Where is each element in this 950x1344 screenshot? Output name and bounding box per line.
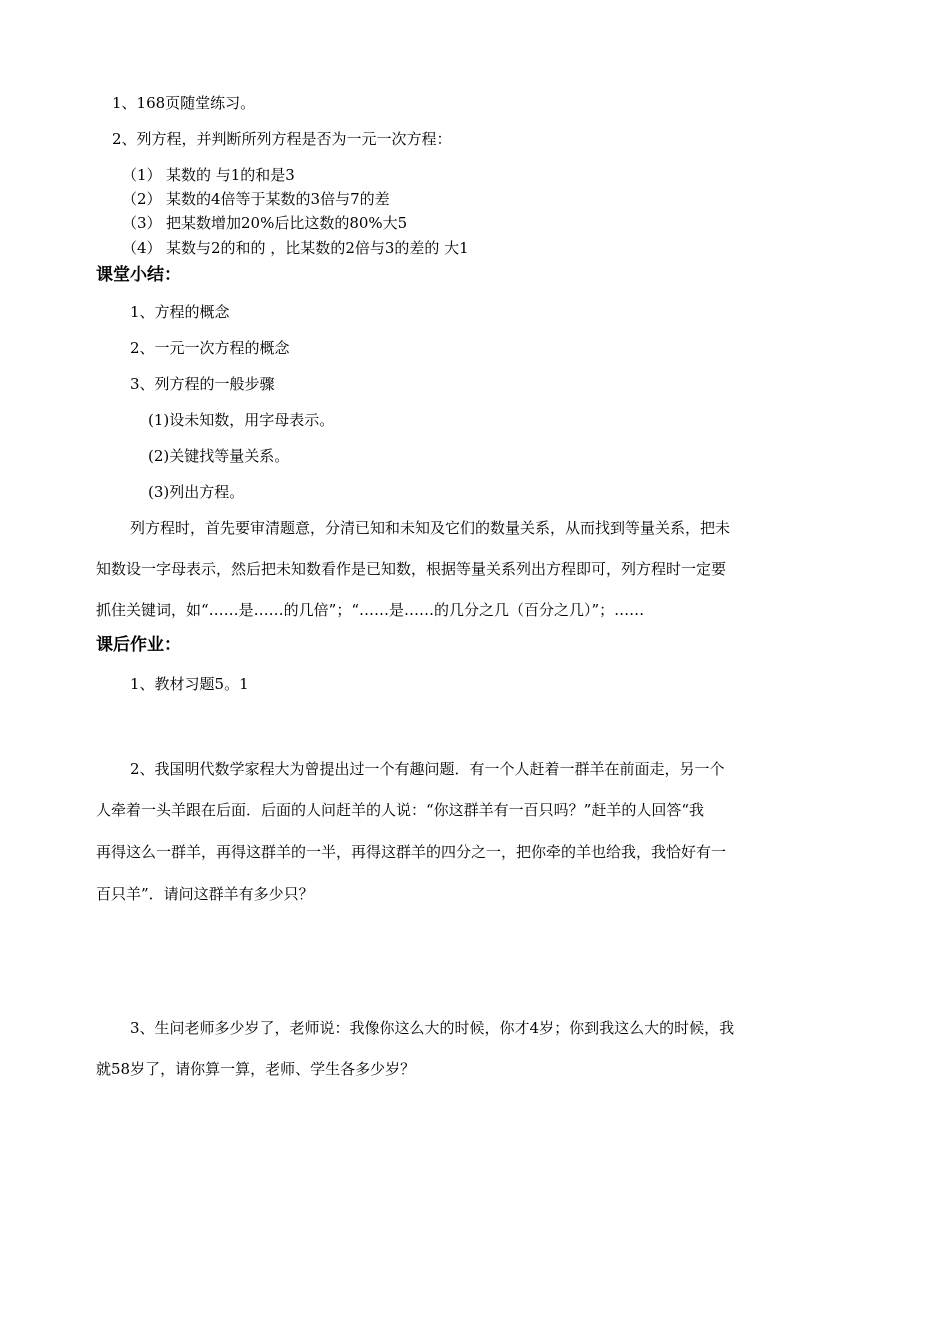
practice-item-1: 1、168页随堂练习。	[112, 94, 256, 112]
subitem-number: （4）	[122, 239, 162, 257]
summary-item: 3、列方程的一般步骤	[130, 375, 275, 393]
homework-item-1: 1、教材习题5。1	[130, 675, 249, 693]
summary-item: 2、一元一次方程的概念	[130, 339, 290, 357]
summary-step: (2)关键找等量关系。	[148, 447, 290, 465]
homework-item-2-line: 再得这么一群羊，再得这群羊的一半，再得这群羊的四分之一，把你牵的羊也给我，我恰好有一	[96, 843, 727, 861]
homework-item-3-line: 就58岁了，请你算一算，老师、学生各多少岁？	[96, 1060, 416, 1078]
summary-step: (3)列出方程。	[148, 483, 245, 501]
homework-item-2-line: 2、我国明代数学家程大为曾提出过一个有趣问题．有一个人赶着一群羊在前面走，另一个	[130, 760, 725, 778]
homework-item-2-line: 百只羊”．请问这群羊有多少只？	[96, 885, 314, 903]
subitem-text: 某数与2的和的 ，比某数的2倍与3的差的 大1	[166, 239, 469, 257]
summary-item: 1、方程的概念	[130, 303, 230, 321]
subitem-text: 某数的4倍等于某数的3倍与7的差	[166, 190, 390, 208]
subitem-number: （2）	[122, 190, 162, 208]
homework-item-3-line: 3、生问老师多少岁了，老师说：我像你这么大的时候，你才4岁；你到我这么大的时候，我	[130, 1019, 735, 1037]
practice-subitem	[122, 238, 469, 258]
homework-heading: 课后作业：	[96, 635, 181, 655]
practice-subitem	[122, 213, 407, 233]
subitem-number: （3）	[122, 214, 162, 232]
practice-subitem	[122, 165, 295, 185]
homework-item-2-line: 人牵着一头羊跟在后面．后面的人问赶羊的人说：“你这群羊有一百只吗？”赶羊的人回答“我	[96, 801, 705, 819]
practice-subitem	[122, 189, 390, 209]
subitem-text: 某数的 与1的和是3	[166, 166, 295, 184]
practice-item-2: 2、列方程，并判断所列方程是否为一元一次方程：	[112, 130, 452, 148]
summary-heading: 课堂小结：	[96, 265, 181, 285]
subitem-text: 把某数增加20%后比这数的80%大5	[166, 214, 408, 232]
summary-paragraph-line: 列方程时，首先要审清题意，分清已知和未知及它们的数量关系，从而找到等量关系，把未	[130, 519, 731, 537]
summary-step: (1)设未知数，用字母表示。	[148, 411, 335, 429]
summary-paragraph-line: 抓住关键词，如“……是……的几倍”；“……是……的几分之几（百分之几）”；……	[96, 601, 645, 619]
summary-paragraph-line: 知数设一字母表示，然后把未知数看作是已知数，根据等量关系列出方程即可，列方程时一定要	[96, 560, 727, 578]
subitem-number: （1）	[122, 166, 162, 184]
